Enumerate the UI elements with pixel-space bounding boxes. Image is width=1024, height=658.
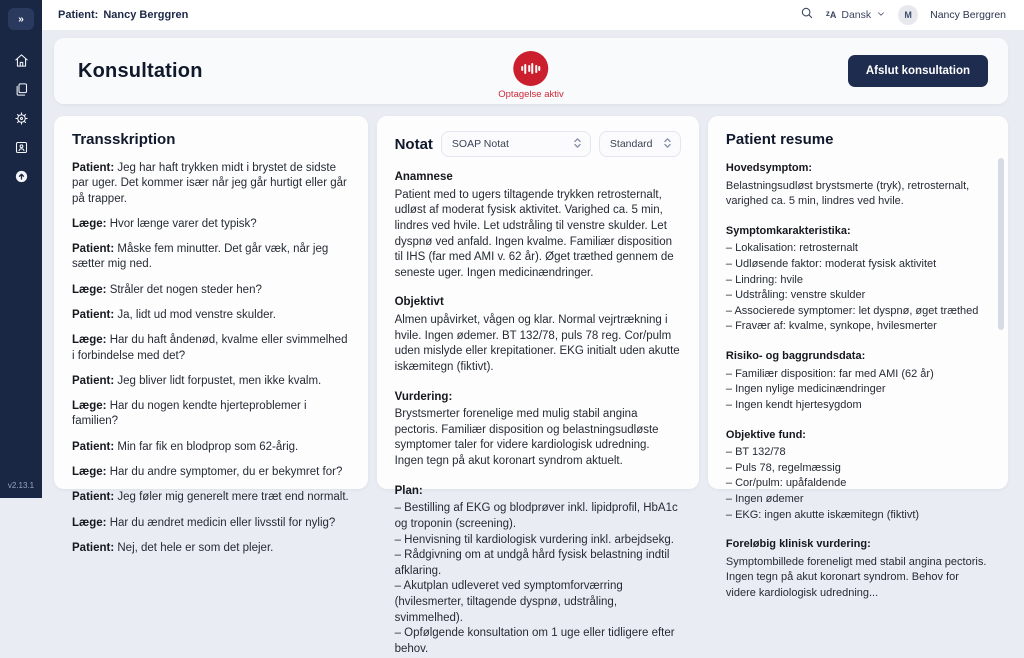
transcript-message	[72, 490, 350, 505]
content-section	[726, 537, 990, 601]
section-body	[726, 241, 990, 335]
message-text: Har du haft åndenød, kvalme eller svimmelhed i forbindelse med det?	[72, 334, 348, 362]
section-body	[395, 501, 681, 657]
section-body	[395, 188, 681, 282]
note-style-select[interactable]	[599, 131, 681, 157]
message-text: Hvor længe varer det typisk?	[106, 217, 257, 230]
transcript-message	[72, 161, 350, 207]
section-heading: Symptomkarakteristika:	[725, 224, 851, 237]
language-label: Dansk	[841, 9, 872, 21]
note-template-value: SOAP Notat	[451, 138, 509, 150]
speaker-label: Læge:	[72, 217, 107, 230]
section-list-item: – Opfølgende konsultation om 1 uge eller tidligere efter behov.	[394, 627, 675, 655]
section-heading: Anamnese	[394, 171, 453, 183]
message-text: Jeg har haft trykken midt i brystet de sidste par uger. Det kommer især når jeg går hurtigt eller går på trapper.	[72, 162, 347, 205]
arrow-up-circle-icon[interactable]	[13, 168, 29, 184]
end-consultation-button[interactable]: Afslut konsultation	[848, 55, 988, 87]
note-title: Notat	[394, 135, 433, 153]
message-text: Måske fem minutter. Det går væk, når jeg sætter mig ned.	[72, 243, 329, 271]
gear-icon[interactable]	[13, 110, 29, 126]
speaker-label: Patient:	[72, 308, 115, 321]
speaker-label: Læge:	[72, 400, 107, 413]
consultation-header-card	[54, 38, 1008, 104]
section-list-item: – Ingen kendt hjertesygdom	[725, 398, 862, 411]
content-section	[395, 170, 681, 281]
section-paragraph: Brystsmerter forenelige med mulig stabil angina pectoris. Familiær disposition og belastningsudløste symptomer taler for videre kardiologisk udredning. Ingen tegn på akut koronart syndrom aktuelt.	[394, 408, 659, 467]
section-heading: Risiko- og baggrundsdata:	[725, 350, 866, 363]
transcript-message	[72, 440, 350, 455]
content-section	[726, 161, 990, 210]
transcript-message	[72, 308, 350, 323]
patient-card-icon[interactable]	[13, 139, 29, 155]
transcript-message	[72, 399, 350, 430]
transcription-panel	[54, 116, 368, 554]
message-text: Jeg føler mig generelt mere træt end normalt.	[114, 491, 349, 504]
section-list-item: – Fravær af: kvalme, synkope, hvilesmerter	[725, 320, 937, 333]
patient-summary-panel	[708, 116, 1008, 600]
section-list-item: – Cor/pulm: upåfaldende	[725, 477, 847, 490]
recording-status-label: Optagelse aktiv	[498, 89, 564, 100]
patient-summary-title: Patient resume	[725, 131, 834, 148]
speaker-label: Patient:	[72, 374, 115, 387]
section-list-item: – Lindring: hvile	[725, 273, 803, 286]
section-paragraph: Patient med to ugers tiltagende trykken retrosternalt, udløst af moderat fysisk aktivitet. Varighed ca. 5 min, lindres ved hvile. Let udstråling til venstre skulder. Let dyspnø ved anfald. Ingen kvalme. Familiær disposition til IHS (far med AMI v. 62 år). Øget træthed gennem de seneste uger. Ingen medicinændringer.	[394, 188, 674, 279]
chevron-down-icon	[876, 6, 886, 24]
content-section	[726, 428, 990, 524]
transcript-message	[72, 283, 350, 298]
main-content	[42, 30, 1024, 655]
speaker-label: Patient:	[72, 541, 115, 554]
content-section	[726, 349, 990, 413]
section-body	[726, 445, 990, 523]
transcript-message	[72, 516, 350, 531]
search-icon[interactable]	[800, 6, 814, 25]
microphone-recording-icon[interactable]	[513, 51, 548, 86]
scrollbar-thumb[interactable]	[998, 158, 1004, 330]
message-text: Har du nogen kendte hjerteproblemer i familien?	[72, 400, 307, 428]
section-body	[395, 313, 681, 376]
section-heading: Foreløbig klinisk vurdering:	[725, 538, 871, 551]
section-heading: Hovedsymptom:	[725, 162, 813, 174]
section-body	[726, 179, 990, 210]
language-selector[interactable]	[826, 6, 886, 24]
message-text: Har du andre symptomer, du er bekymret for?	[106, 465, 343, 478]
transcript-message	[72, 217, 350, 232]
section-paragraph: Belastningsudløst brystsmerte (tryk), retrosternalt, varighed ca. 5 min, lindres ved hvile.	[725, 179, 970, 208]
section-list-item: – Familiær disposition: far med AMI (62 år)	[725, 367, 934, 380]
page-title: Konsultation	[78, 59, 203, 82]
speaker-label: Læge:	[72, 283, 107, 296]
transcript-message	[72, 333, 350, 364]
message-text: Har du ændret medicin eller livsstil for nylig?	[106, 516, 336, 529]
section-list-item: – Ingen nylige medicinændringer	[725, 383, 886, 396]
transcript-message	[72, 242, 350, 273]
user-name: Nancy Berggren	[930, 9, 1006, 21]
section-list-item: – Udstråling: venstre skulder	[725, 289, 866, 302]
section-heading: Vurdering:	[394, 390, 453, 403]
message-text: Min far fik en blodprop som 62-årig.	[114, 440, 299, 453]
section-list-item: – Bestilling af EKG og blodprøver inkl. lipidprofil, HbA1c og troponin (screening).	[394, 502, 678, 530]
patient-name: Nancy Berggren	[103, 9, 189, 21]
speaker-label: Læge:	[72, 516, 107, 529]
content-section	[395, 390, 681, 470]
message-text: Stråler det nogen steder hen?	[106, 283, 262, 296]
section-heading: Objektivt	[394, 296, 444, 309]
content-section	[395, 484, 681, 658]
translate-icon: $^z$A	[825, 9, 837, 20]
section-list-item: – Henvisning til kardiologisk vurdering inkl. arbejdsekg.	[394, 533, 674, 546]
sidebar-collapse-button[interactable]: »	[8, 8, 34, 30]
message-text: Jeg bliver lidt forpustet, men ikke kvalm.	[114, 374, 322, 387]
speaker-label: Patient:	[72, 440, 115, 453]
note-panel	[377, 116, 699, 655]
message-text: Ja, lidt ud mod venstre skulder.	[114, 308, 276, 321]
transcript-message	[72, 465, 350, 480]
section-heading: Objektive fund:	[725, 428, 806, 441]
section-list-item: – Lokalisation: retrosternalt	[725, 242, 858, 255]
section-body	[726, 367, 990, 414]
section-list-item: – Puls 78, regelmæssig	[725, 461, 841, 474]
sidebar	[0, 0, 42, 498]
section-list-item: – Rådgivning om at undgå hård fysisk belastning indtil afklaring.	[394, 549, 670, 577]
speaker-label: Læge:	[72, 334, 107, 347]
section-list-item: – BT 132/78	[725, 446, 786, 459]
recording-indicator	[498, 51, 563, 100]
content-section	[395, 295, 681, 375]
app-version: v2.13.1	[7, 481, 35, 490]
content-section	[726, 224, 990, 335]
home-icon[interactable]	[13, 52, 29, 68]
section-list-item: – Ingen ødemer	[725, 492, 804, 505]
topbar	[42, 0, 1024, 30]
speaker-label: Patient:	[72, 162, 115, 174]
section-paragraph: Symptombillede foreneligt med stabil angina pectoris. Ingen tegn på akut koronart syndrom. Behov for videre kardiologisk udredning...	[725, 555, 987, 600]
patient-summary-sections	[726, 161, 990, 602]
section-heading: Plan:	[394, 484, 423, 497]
speaker-label: Patient:	[72, 491, 115, 504]
documents-icon[interactable]	[13, 81, 29, 97]
transcript-message	[72, 374, 350, 389]
transcript-message	[72, 541, 350, 556]
section-body	[395, 407, 681, 470]
section-list-item: – Udløsende faktor: moderat fysisk aktivitet	[725, 258, 937, 271]
section-paragraph: Almen upåvirket, vågen og klar. Normal vejrtrækning i hvile. Ingen ødemer. BT 132/78, puls 78 reg. Cor/pulm uden mislyde eller krepitationer. EKG initialt uden akutte iskæmitegn (fiktivt).	[394, 314, 680, 373]
speaker-label: Læge:	[72, 465, 107, 478]
note-template-select[interactable]	[441, 131, 591, 157]
section-list-item: – EKG: ingen akutte iskæmitegn (fiktivt)	[725, 508, 920, 521]
note-style-value: Standard	[609, 138, 653, 150]
section-list-item: – Akutplan udleveret ved symptomforværring (hvilesmerter, tiltagende dyspnø, udstråling, svimmelhed).	[394, 580, 623, 624]
avatar[interactable]: M	[898, 5, 918, 25]
transcription-title: Transskription	[72, 131, 176, 148]
section-list-item: – Associerede symptomer: let dyspnø, øget træthed	[725, 304, 979, 317]
note-sections	[395, 170, 681, 658]
transcription-messages	[72, 161, 350, 556]
message-text: Nej, det hele er som det plejer.	[114, 541, 274, 554]
patient-label: Patient:	[58, 9, 99, 21]
select-updown-icon	[663, 137, 672, 152]
speaker-label: Patient:	[72, 243, 115, 256]
select-updown-icon	[573, 137, 582, 152]
section-body	[726, 555, 990, 602]
